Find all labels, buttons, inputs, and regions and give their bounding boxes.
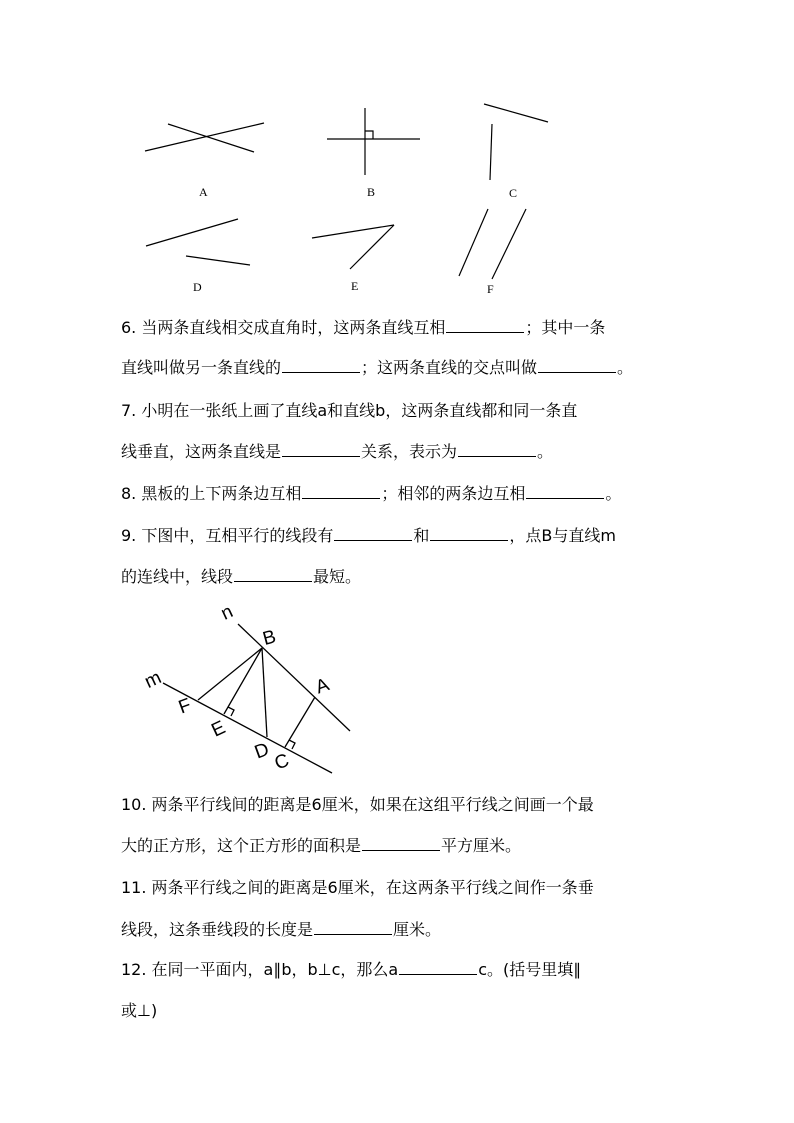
q10-line-2 <box>121 834 521 857</box>
q6-blank-3[interactable] <box>538 356 616 373</box>
q6-text-1a: 6. 当两条直线相交成直角时，这两条直线互相 <box>121 318 446 337</box>
label-n: n <box>217 601 237 625</box>
q9-text-1a: 9. 下图中，互相平行的线段有 <box>121 526 334 545</box>
q8-line <box>121 482 621 505</box>
option-d-label: D <box>193 280 202 294</box>
q9-blank-1[interactable] <box>334 524 412 541</box>
option-f-line-2 <box>492 209 526 279</box>
q7-text-2b: 关系，表示为 <box>361 442 458 461</box>
q7-blank-2[interactable] <box>458 440 536 457</box>
q7-line-1 <box>121 400 577 422</box>
segment-bf <box>198 648 262 700</box>
q9-blank-3[interactable] <box>234 565 312 582</box>
q12-text-1b: c。(括号里填∥ <box>478 960 582 979</box>
q6-blank-1[interactable] <box>446 316 524 333</box>
label-e: E <box>208 717 229 742</box>
q12-text-2: 或⊥) <box>121 1001 158 1020</box>
option-b-label: B <box>367 185 376 199</box>
option-a-line-1 <box>145 123 264 151</box>
segment-be <box>224 648 262 714</box>
q12-line-1 <box>121 958 581 981</box>
label-m: m <box>141 667 165 693</box>
q7-text-2c: 。 <box>537 442 554 461</box>
q6-text-1b: ；其中一条 <box>525 318 606 337</box>
option-f-label: F <box>487 282 494 296</box>
option-e-line-1 <box>312 225 394 238</box>
option-f-line-1 <box>459 209 488 276</box>
q6-line-2 <box>121 356 633 379</box>
q7-text-2a: 线垂直，这两条直线是 <box>121 442 282 461</box>
option-c-line-2 <box>490 124 492 180</box>
label-c: C <box>271 749 293 775</box>
q11-line-2 <box>121 918 441 941</box>
option-a-label: A <box>199 185 208 199</box>
line-m <box>163 683 332 773</box>
q9-line-2 <box>121 565 361 588</box>
q6-text-2c: 。 <box>617 358 634 377</box>
q12-line-2 <box>121 1000 157 1022</box>
q9-text-2b: 最短。 <box>313 567 362 586</box>
q8-blank-1[interactable] <box>302 482 380 499</box>
right-angle-mark-e <box>228 707 234 716</box>
q7-line-2 <box>121 440 553 463</box>
q11-blank-1[interactable] <box>314 918 392 935</box>
line-options-figure <box>0 0 794 300</box>
q8-text-a: 8. 黑板的上下两条边互相 <box>121 484 302 503</box>
q9-blank-2[interactable] <box>430 524 508 541</box>
segment-ac <box>285 697 315 747</box>
q10-blank-1[interactable] <box>362 834 440 851</box>
q6-text-2b: ；这两条直线的交点叫做 <box>361 358 538 377</box>
q11-text-2a: 线段，这条垂线段的长度是 <box>121 920 314 939</box>
option-d-line-2 <box>186 256 250 265</box>
q8-text-c: 。 <box>605 484 622 503</box>
q12-text-1a: 12. 在同一平面内，a∥b，b⊥c，那么a <box>121 960 399 979</box>
right-angle-mark-c <box>289 740 295 749</box>
line-n <box>238 624 350 731</box>
q6-text-2a: 直线叫做另一条直线的 <box>121 358 282 377</box>
label-d: D <box>251 738 273 764</box>
q10-text-1: 10. 两条平行线间的距离是6厘米，如果在这组平行线之间画一个最 <box>121 795 594 814</box>
option-e-line-2 <box>350 225 394 269</box>
q10-text-2b: 平方厘米。 <box>441 836 522 855</box>
q9-text-2a: 的连线中，线段 <box>121 567 234 586</box>
q11-line-1 <box>121 877 594 899</box>
q10-line-1 <box>121 794 594 816</box>
option-e-label: E <box>351 279 359 293</box>
option-b-right-angle-mark <box>365 131 373 139</box>
q9-text-1b: 和 <box>413 526 430 545</box>
label-a: A <box>312 674 333 699</box>
q10-text-2a: 大的正方形，这个正方形的面积是 <box>121 836 362 855</box>
q7-text-1: 7. 小明在一张纸上画了直线a和直线b，这两条直线都和同一条直 <box>121 401 578 420</box>
q12-blank-1[interactable] <box>399 958 477 975</box>
q6-blank-2[interactable] <box>282 356 360 373</box>
q8-blank-2[interactable] <box>526 482 604 499</box>
q7-blank-1[interactable] <box>282 440 360 457</box>
option-c-label: C <box>509 186 518 200</box>
q8-text-b: ；相邻的两条边互相 <box>381 484 526 503</box>
q11-text-1: 11. 两条平行线之间的距离是6厘米，在这两条平行线之间作一条垂 <box>121 878 594 897</box>
option-d-line-1 <box>146 219 238 246</box>
q9-text-1c: ，点B与直线m <box>509 526 616 545</box>
segment-bd <box>262 648 267 737</box>
option-c-line-1 <box>484 104 548 122</box>
q9-line-1 <box>121 524 616 547</box>
label-b: B <box>260 626 279 650</box>
label-f: F <box>175 694 195 719</box>
q11-text-2b: 厘米。 <box>393 920 442 939</box>
q6-line-1 <box>121 316 605 339</box>
